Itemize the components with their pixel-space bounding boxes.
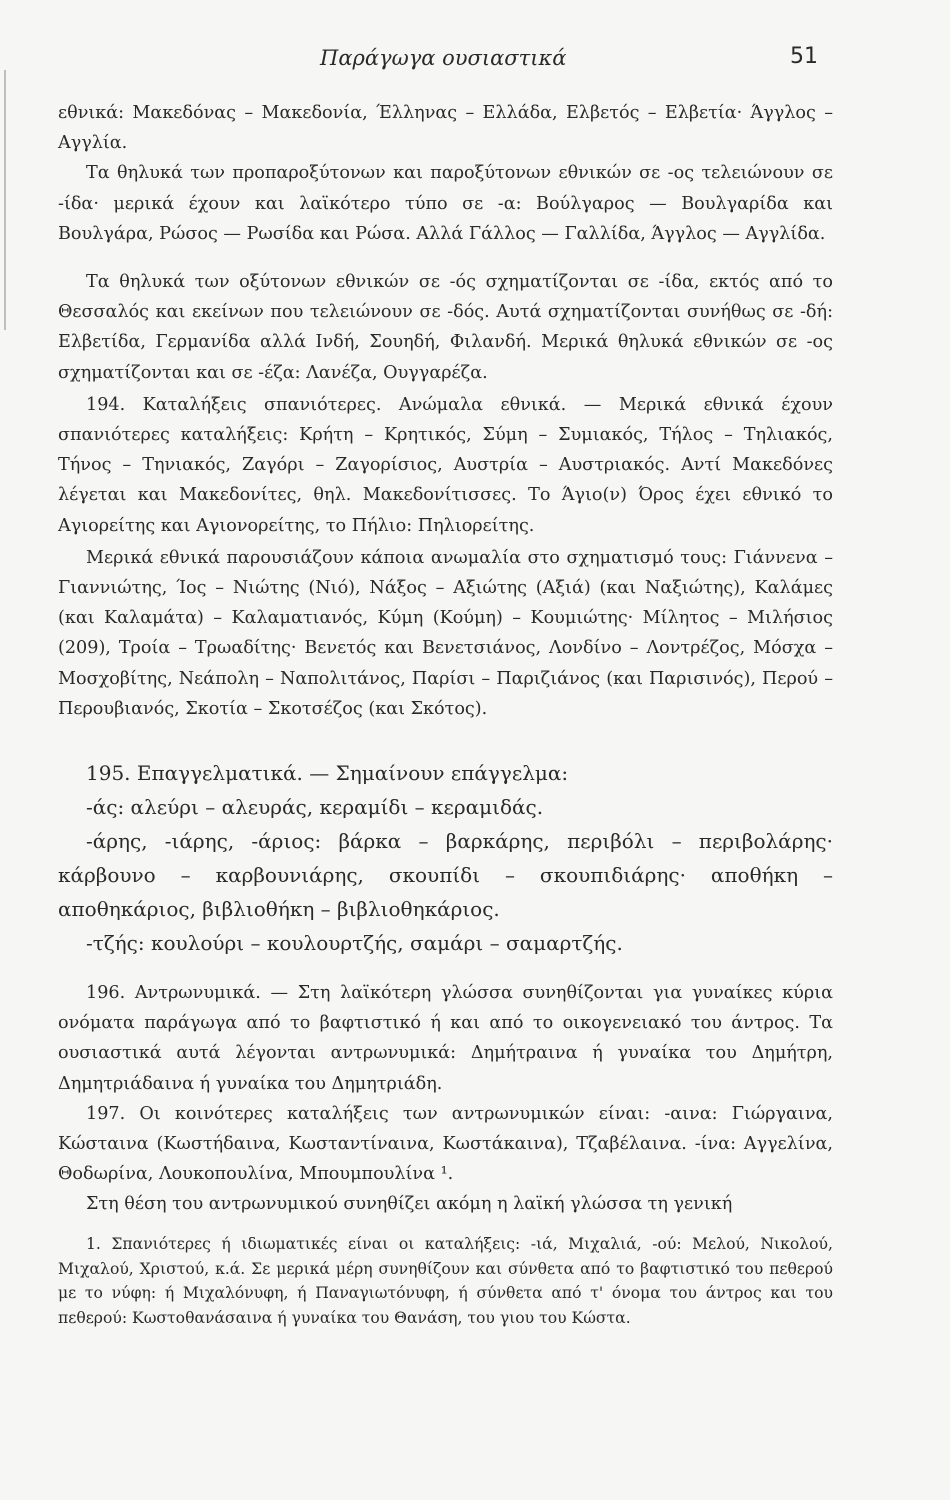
section-194: 194. Καταλήξεις σπανιότερες. Ανώμαλα εθνικά. — Μερικά εθνικά έχουν σπανιότερες καταλήξεις: Κρήτη – Κρητικός, Σύμη – Συμιακός, Τήλος – Τηλιακός, Τήνος – Τηνιακός, Ζαγόρι – Ζαγορίσιος, Αυστρία – Αυστριακός. Αντί Μακεδόνες λέγεται και Μακεδονίτες, θηλ. Μακεδονίτισσες. Το Άγιο(ν) Όρος έχει εθνικό το Αγιορείτης και Αγιονορείτης, το Πήλιο: Πηλιορείτης. <box>58 394 833 536</box>
running-head <box>0 44 950 74</box>
section-196: 196. Αντρωνυμικά. — Στη λαϊκότερη γλώσσα συνηθίζονται για γυναίκες κύρια ονόματα παράγωγα από το βαφτιστικό ή και από το οικογενειακό του άντρος. Τα ουσιαστικά αυτά λέγονται αντρωνυμικά: Δημήτραινα ή γυναίκα του Δημήτρη, Δημητριάδαινα ή γυναίκα του Δημητριάδη. <box>58 983 833 1094</box>
paragraph-ethnic-examples: εθνικά: Μακεδόνας – Μακεδονία, Έλληνας – Ελλάδα, Ελβετός – Ελβετία· Άγγλος – Αγγλία. <box>58 103 833 154</box>
paragraph-feminine-proparoxytone: Τα θηλυκά των προπαροξύτονων και παροξύτονων εθνικών σε -ος τελειώνουν σε -ίδα· μερικά έχουν και λαϊκότερο τύπο σε -α: Βούλγαρος — Βουλγαρίδα και Βουλγάρα, Ρώσος — Ρωσίδα και Ρώσα. Αλλά Γάλλος — Γαλλίδα, Άγγλος — Αγγλίδα. <box>58 163 833 244</box>
section-197: 197. Οι κοινότερες καταλήξεις των αντρωνυμικών είναι: -αινα: Γιώργαινα, Κώσταινα (Κωστήδαινα, Κωσταντίναινα, Κωστάκαινα), Τζαβέλαινα. -ίνα: Αγγελίνα, Θοδωρίνα, Λουκοπουλίνα, Μπουμπουλίνα ¹. <box>58 1103 833 1185</box>
suffix-as: -άς: αλεύρι – αλευράς, κεραμίδι – κεραμιδάς. <box>86 795 544 820</box>
footnote-1: 1. Σπανιότερες ή ιδιωματικές είναι οι καταλήξεις: -ιά, Μιχαλιά, -ού: Μελού, Νικολού, Μιχαλού, Χριστού, κ.ά. Σε μερικά μέρη συνηθίζουν και σύνθετα από το βαφτιστικό του πεθερού με το νύφη: ή Μιχαλόνυφη, ή Παναγιωτόνυφη, ή σύνθετα από τ' όνομα του άντρος και του πεθερού: Κωστοθανάσαινα ή γυναίκα του Θανάση, του γιου του Κώστα. <box>58 1235 833 1327</box>
page-number: 51 <box>790 44 818 69</box>
footnotes <box>58 1232 833 1330</box>
paragraph-irregular-ethnics: Μερικά εθνικά παρουσιάζουν κάποια ανωμαλία στο σχηματισμό τους: Γιάννενα – Γιαννιώτης, Ίος – Νιώτης (Νιό), Νάξος – Αξιώτης (Αξιά) (και Ναξιώτης), Καλάμες (και Καλαμάτα) – Καλαματιανός, Κύμη (Κούμη) – Κουμιώτης· Μίλητος – Μιλήσιος (209), Τροία – Τρωαδίτης· Βενετός και Βενετσιάνος, Λονδίνο – Λοντρέζος, Μόσχα – Μοσχοβίτης, Νεάπολη – Ναπολιτάνος, Παρίσι – Παριζιάνος (και Παρισινός), Περού – Περουβιανός, Σκοτία – Σκοτσέζος (και Σκότος). <box>58 547 833 719</box>
section-195-heading: 195. Επαγγελματικά. — Σημαίνουν επάγγελμα: <box>86 761 569 786</box>
paragraph-feminine-oxytone: Τα θηλυκά των οξύτονων εθνικών σε -ός σχηματίζονται σε -ίδα, εκτός από το Θεσσαλός και εκείνων που τελειώνουν σε -δός. Αυτά σχηματίζονται συνήθως σε -δή: Ελβετίδα, Γερμανίδα αλλά Ινδή, Σουηδή, Φιλανδή. Μερικά θηλυκά εθνικών σε -ος σχηματίζονται και σε -έζα: Λανέζα, Ουγγαρέζα. <box>58 272 833 383</box>
suffix-aris: -άρης, -ιάρης, -άριος: βάρκα – βαρκάρης, περιβόλι – περιβολάρης· κάρβουνο – καρβουνιάρης, σκουπίδι – σκουπιδιάρης· αποθήκη – αποθηκάριος, βιβλιοθήκη – βιβλιοθηκάριος. <box>58 829 833 922</box>
running-title: Παράγωγα ουσιαστικά <box>320 46 567 70</box>
body-text <box>58 98 833 1220</box>
paragraph-genitive: Στη θέση του αντρωνυμικού συνηθίζει ακόμη η λαϊκή γλώσσα τη γενική <box>86 1194 733 1215</box>
suffix-tzis: -τζής: κουλούρι – κουλουρτζής, σαμάρι – σαμαρτζής. <box>86 931 623 956</box>
